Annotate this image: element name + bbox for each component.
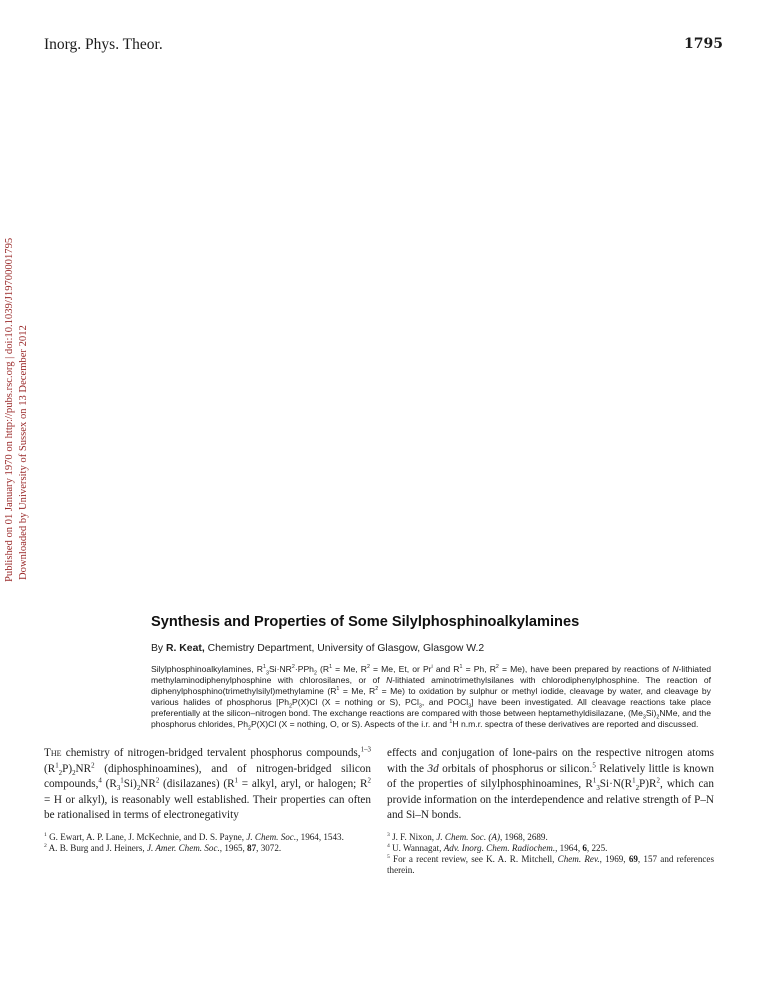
left-column — [44, 746, 371, 854]
right-column — [387, 746, 714, 876]
abstract: Silylphosphinoalkylamines, $R^1_3Si\cdot NR^2\cdot PPh_2$ ($R^1 = Me$, $R^2 = Me$, Et, or Pr$^i$ and $R^1 = Ph$, $R^2 = Me$), have been prepared by reactions of N-lithiated methylaminodiphenylphosphine with chlorosilanes, or of N-lithiated aminotrimethylsilanes with chlorodiphenylphosphine. The reaction of diphenylphosphino(trimethylsilyl)methylamine ($R^1 = Me$, $R^2 = Me$) to oxidation by sulphur or methyl iodide, cleavage by water, and cleavage by various halides of phosphorus [$Ph_2P(X)Cl$ (X = nothing or S), PCl$_3$, and POCl$_3$] have been investigated. All cleavage reactions take place preferentially at the silicon–nitrogen bond. The exchange reactions are compared with those between heptamethyldisilazane, $(Me_3Si)_2NMe$, and the phosphorus chlorides, $Ph_2P(X)Cl$ (X = nothing, O, or S). Aspects of the i.r. and $^1$H n.m.r. spectra of these derivatives are reported and discussed. — [151, 664, 712, 732]
article-title: Synthesis and Properties of Some Silylphosphinoalkylamines — [151, 614, 580, 630]
download-notice: Downloaded by University of Sussex on 13 December 2012 — [18, 325, 29, 580]
page-number: 1795 — [684, 36, 723, 52]
author-affiliation: Chemistry Department, University of Glasgow, Glasgow W.2 — [204, 643, 485, 654]
body-paragraph-left: The chemistry of nitrogen-bridged tervalent phosphorus compounds,$^{1-3}$ $(R^1_2P)_2NR^2$ (diphosphinoamines), and of nitrogen-bridged silicon compounds,$^4$ $(R_3^1Si)_2NR^2$ (disilazanes) ($R^1$ = alkyl, aryl, or halogen; $R^2 = H$ or alkyl), is reasonably well established. Their properties can often be rationalised in terms of electronegativity — [44, 745, 371, 821]
byline — [151, 643, 484, 654]
footnote-2: $^2$ A. B. Burg and J. Heiners, J. Amer. Chem. Soc., 1965, 87, 3072. — [44, 842, 282, 853]
journal-section-title: Inorg. Phys. Theor. — [44, 36, 163, 53]
footnote-3: $^3$ J. F. Nixon, J. Chem. Soc. (A), 1968, 2689. — [387, 831, 548, 842]
byline-prefix: By — [151, 643, 167, 654]
body-paragraph-right: effects and conjugation of lone-pairs on the respective nitrogen atoms with the 3d orbitals of phosphorus or silicon.$^5$ Relatively little is known of the properties of silylphosphinoamines, $R^1_3Si\cdot N(R^1_2P)R^2$, which can provide information on the interdependence and relative strength of P–N and Si–N bonds. — [387, 747, 715, 821]
footnote-4: $^4$ U. Wannagat, Adv. Inorg. Chem. Radiochem., 1964, 6, 225. — [387, 842, 608, 853]
publication-notice[interactable]: Published on 01 January 1970 on http://pubs.rsc.org | doi:10.1039/J19700001795 — [4, 237, 15, 582]
footnote-1: $^1$ G. Ewart, A. P. Lane, J. McKechnie, and D. S. Payne, J. Chem. Soc., 1964, 1543. — [44, 831, 344, 842]
footnote-5: $^5$ For a recent review, see K. A. R. Mitchell, Chem. Rev., 1969, 69, 157 and references therein. — [387, 853, 714, 876]
author-name: R. Keat, — [166, 643, 205, 654]
